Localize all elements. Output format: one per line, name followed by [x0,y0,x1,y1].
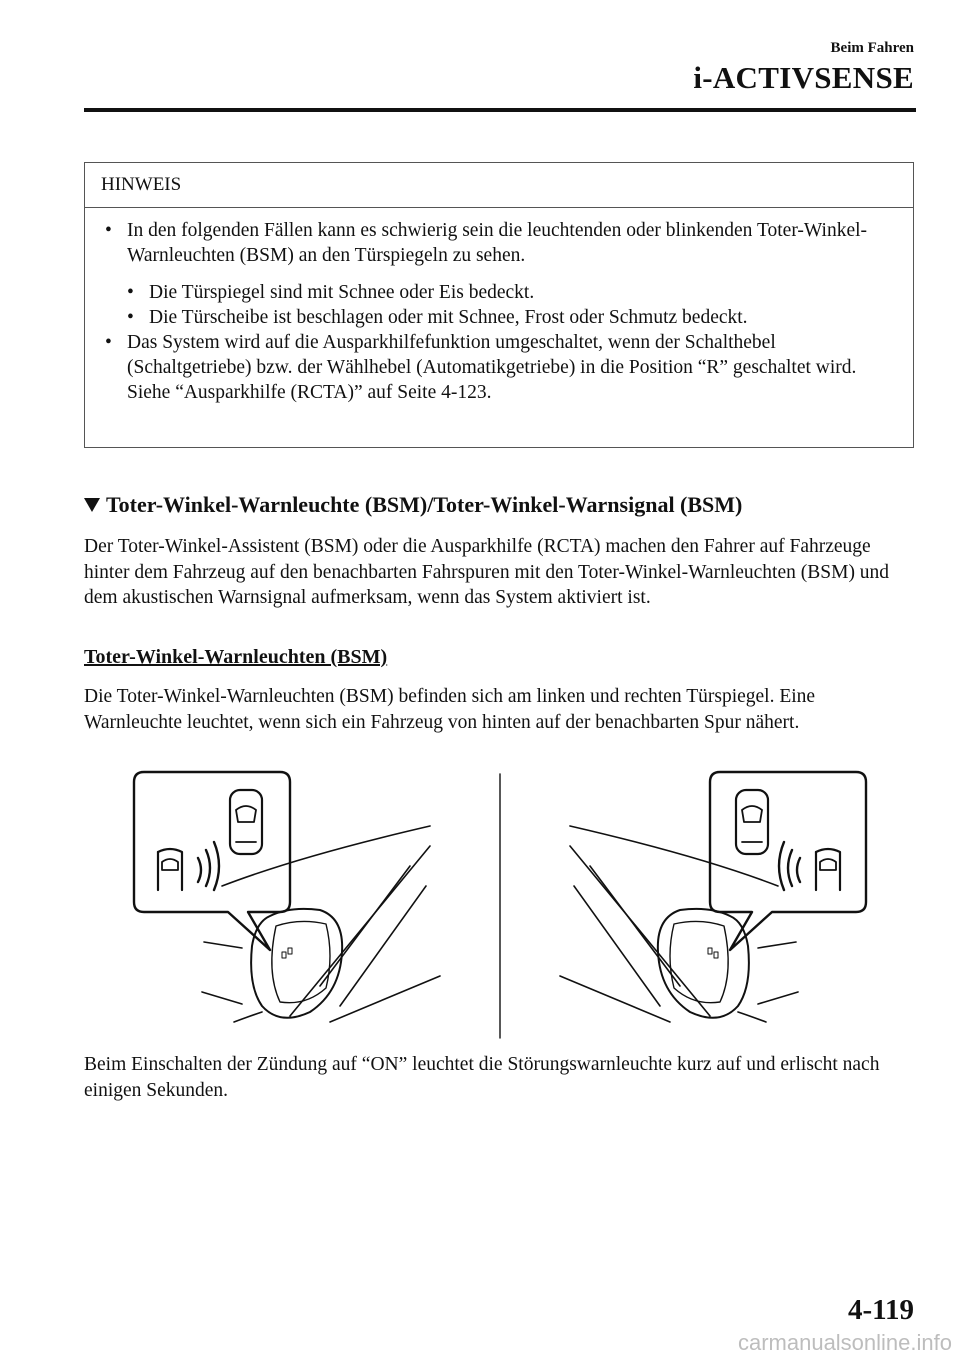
section-heading-text: Toter-Winkel-Warnleuchte (BSM)/Toter-Winkel-Warnsignal (BSM) [106,492,743,517]
note-item-text-main: Das System wird auf die Ausparkhilfefunktion umgeschaltet, wenn der Schalthebel (Schaltgetriebe) bzw. der Wählhebel (Automatikgetriebe) in die Position “R” geschaltet wird. [127,332,857,378]
note-subitem [103,305,895,330]
note-item [103,218,895,268]
intro-paragraph: Der Toter-Winkel-Assistent (BSM) oder die Ausparkhilfe (RCTA) machen den Fahrer auf Fahrzeuge hinter dem Fahrzeug auf den benachbarten Fahrspuren mit den Toter-Winkel-Warnleuchten (BSM) und dem akustischen Warnsignal aufmerksam, wenn das System aktiviert ist. [84,536,890,608]
bullet-icon: • [127,307,134,328]
triangle-down-icon [84,498,100,512]
note-item-text [127,330,895,405]
note-item-reference: Siehe “Ausparkhilfe (RCTA)” auf Seite 4-123. [127,382,492,403]
header-rule [84,108,916,112]
note-box [84,162,914,448]
left-mirror-drawing [202,826,440,1022]
header-section-label: Beim Fahren [830,40,914,56]
door-mirror-illustration [130,766,870,1046]
note-item [103,330,895,405]
watermark: carmanualsonline.info [737,1330,952,1355]
note-heading: HINWEIS [85,163,913,208]
note-item-text: Die Türspiegel sind mit Schnee oder Eis bedeckt. [149,282,535,303]
note-item-text: Die Türscheibe ist beschlagen oder mit Schnee, Frost oder Schmutz bedeckt. [149,307,748,328]
subsection-heading: Toter-Winkel-Warnleuchten (BSM) [84,646,388,668]
closing-paragraph: Beim Einschalten der Zündung auf “ON” leuchtet die Störungswarnleuchte kurz auf und erlischt nach einigen Sekunden. [84,1054,880,1101]
note-item-text: In den folgenden Fällen kann es schwierig sein die leuchtenden oder blinkenden Toter-Winkel-Warnleuchten (BSM) an den Türspiegeln zu sehen. [127,220,868,266]
section-heading [84,492,742,518]
note-body [85,208,913,405]
bullet-icon: • [127,282,134,303]
page-number: 4-119 [847,1294,914,1326]
right-warning-callout [710,772,866,950]
bullet-icon: • [105,220,112,241]
page-title: i-ACTIVSENSE [693,60,914,95]
subsection-paragraph: Die Toter-Winkel-Warnleuchten (BSM) befinden sich am linken und rechten Türspiegel. Eine Warnleuchte leuchtet, wenn sich ein Fahrzeug von hinten auf der benachbarten Spur nähert. [84,686,816,733]
note-subitem [103,280,895,305]
bullet-icon: • [105,332,112,353]
right-mirror-drawing [560,826,798,1022]
left-warning-callout [134,772,290,950]
